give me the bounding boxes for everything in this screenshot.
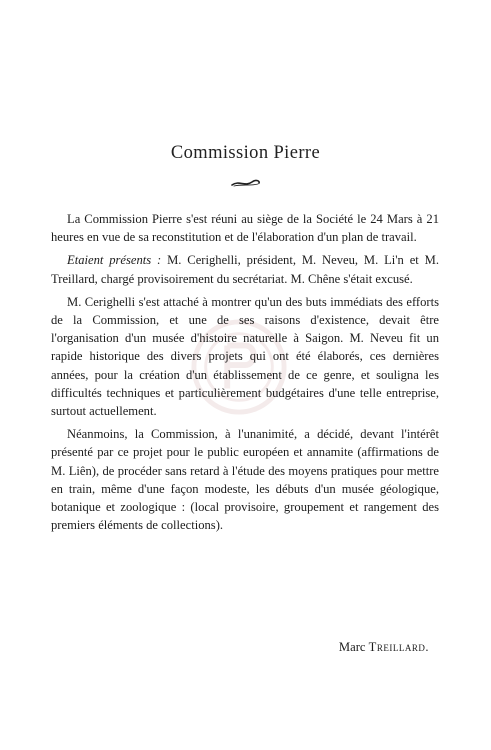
body-text bbox=[51, 210, 439, 539]
paragraph-attendees bbox=[51, 251, 439, 287]
paragraph-text: M. Cerighelli, président, M. Neveu, M. Li'n et M. Treillard, chargé provisoirement du secrétariat. M. Chêne s'était excusé. bbox=[51, 253, 439, 286]
signature-last-name: Treillard. bbox=[368, 640, 429, 654]
paragraph-text: La Commission Pierre s'est réuni au siège de la Société le 24 Mars à 21 heures en vue de sa reconstitution et de l'élaboration d'un plan de travail. bbox=[51, 212, 439, 245]
paragraph-decision bbox=[51, 425, 439, 534]
signature bbox=[339, 640, 429, 655]
attendees-label: Etaient présents : bbox=[67, 253, 162, 268]
paragraph-meeting bbox=[51, 210, 439, 246]
signature-first-name: Marc bbox=[338, 640, 366, 654]
paragraph-text: Néanmoins, la Commission, à l'unanimité, a décidé, devant l'intérêt présenté par ce projet pour le public européen et annamite (affirmations de M. Liên), de procéder sans retard à l'étude des moyens pratiques pour mettre en train, même d'une façon modeste, les débuts d'un musée géologique, botanique et zoologique : (local provisoire, groupement et rangement des premiers éléments de collections). bbox=[51, 427, 439, 533]
paragraph-museum-goal bbox=[51, 293, 439, 420]
paragraph-text: M. Cerighelli s'est attaché à montrer qu'un des buts immédiats des efforts de la Commission, et une de ses raisons d'existence, devait être l'organisation d'un musée d'histoire naturelle à Saigon. M. Neveu fit un rapide historique des divers projets qui ont été élaborés, ces dernières années, pour la création d'un établissement de ce genre, et souligna les difficultés techniques et particulièrement budgétaires d'une telle entreprise, surtout actuellement. bbox=[51, 294, 439, 419]
title-ornament bbox=[230, 177, 262, 189]
page-title: Commission Pierre bbox=[170, 143, 321, 163]
